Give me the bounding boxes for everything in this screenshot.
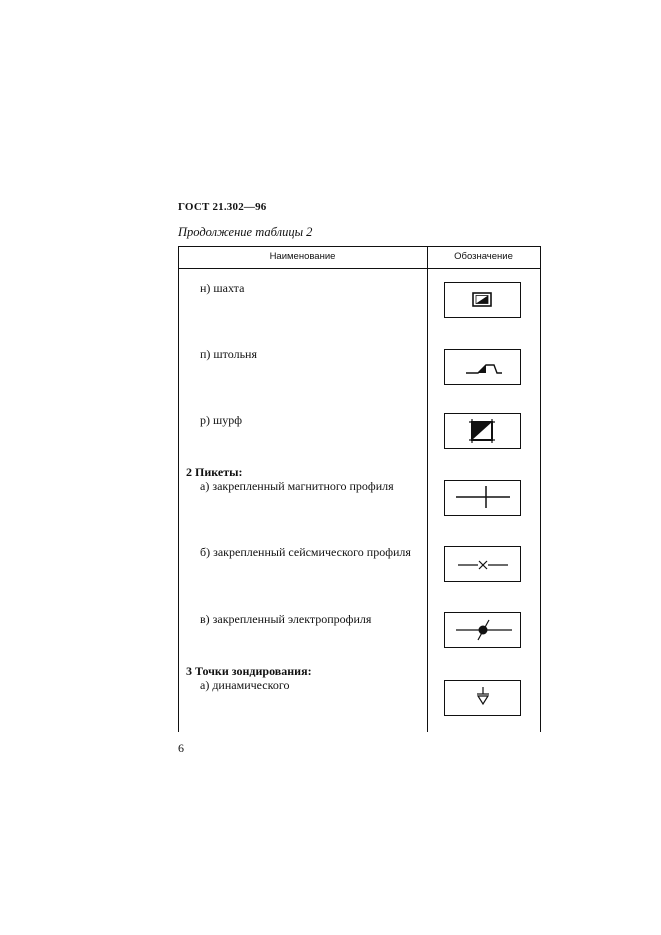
row-label-test-pit: р) шурф <box>200 413 243 427</box>
row-label-electro-picket: в) закрепленный электропрофиля <box>200 612 372 626</box>
table-top-border <box>178 246 541 247</box>
symbol-table <box>178 246 541 732</box>
table-column-divider <box>427 246 428 732</box>
section-heading-pickets: 2 Пикеты: <box>186 465 243 479</box>
magnetic-picket-symbol <box>444 480 521 516</box>
table-right-border <box>540 246 541 732</box>
mine-shaft-symbol <box>444 282 521 318</box>
column-header-name: Наименование <box>269 251 336 262</box>
row-label-seismic-picket: б) закрепленный сейсмического профиля <box>200 545 411 559</box>
adit-symbol <box>444 349 521 385</box>
test-pit-symbol <box>444 413 521 449</box>
page-number: 6 <box>178 741 184 755</box>
table-header-divider <box>178 268 541 269</box>
table-continuation-caption: Продолжение таблицы 2 <box>178 225 313 239</box>
row-label-adit: п) штольня <box>200 347 257 361</box>
electro-picket-symbol <box>444 612 521 648</box>
column-header-symbol: Обозначение <box>454 251 513 262</box>
row-label-mine-shaft: н) шахта <box>200 281 245 295</box>
table-left-border <box>178 246 179 732</box>
row-label-dynamic-sounding: а) динамического <box>200 678 290 692</box>
dynamic-sounding-symbol <box>444 680 521 716</box>
seismic-picket-symbol <box>444 546 521 582</box>
standard-code: ГОСТ 21.302—96 <box>178 201 267 213</box>
section-heading-sounding-points: 3 Точки зондирования: <box>186 664 312 678</box>
row-label-magnetic-picket: а) закрепленный магнитного профиля <box>200 479 394 493</box>
